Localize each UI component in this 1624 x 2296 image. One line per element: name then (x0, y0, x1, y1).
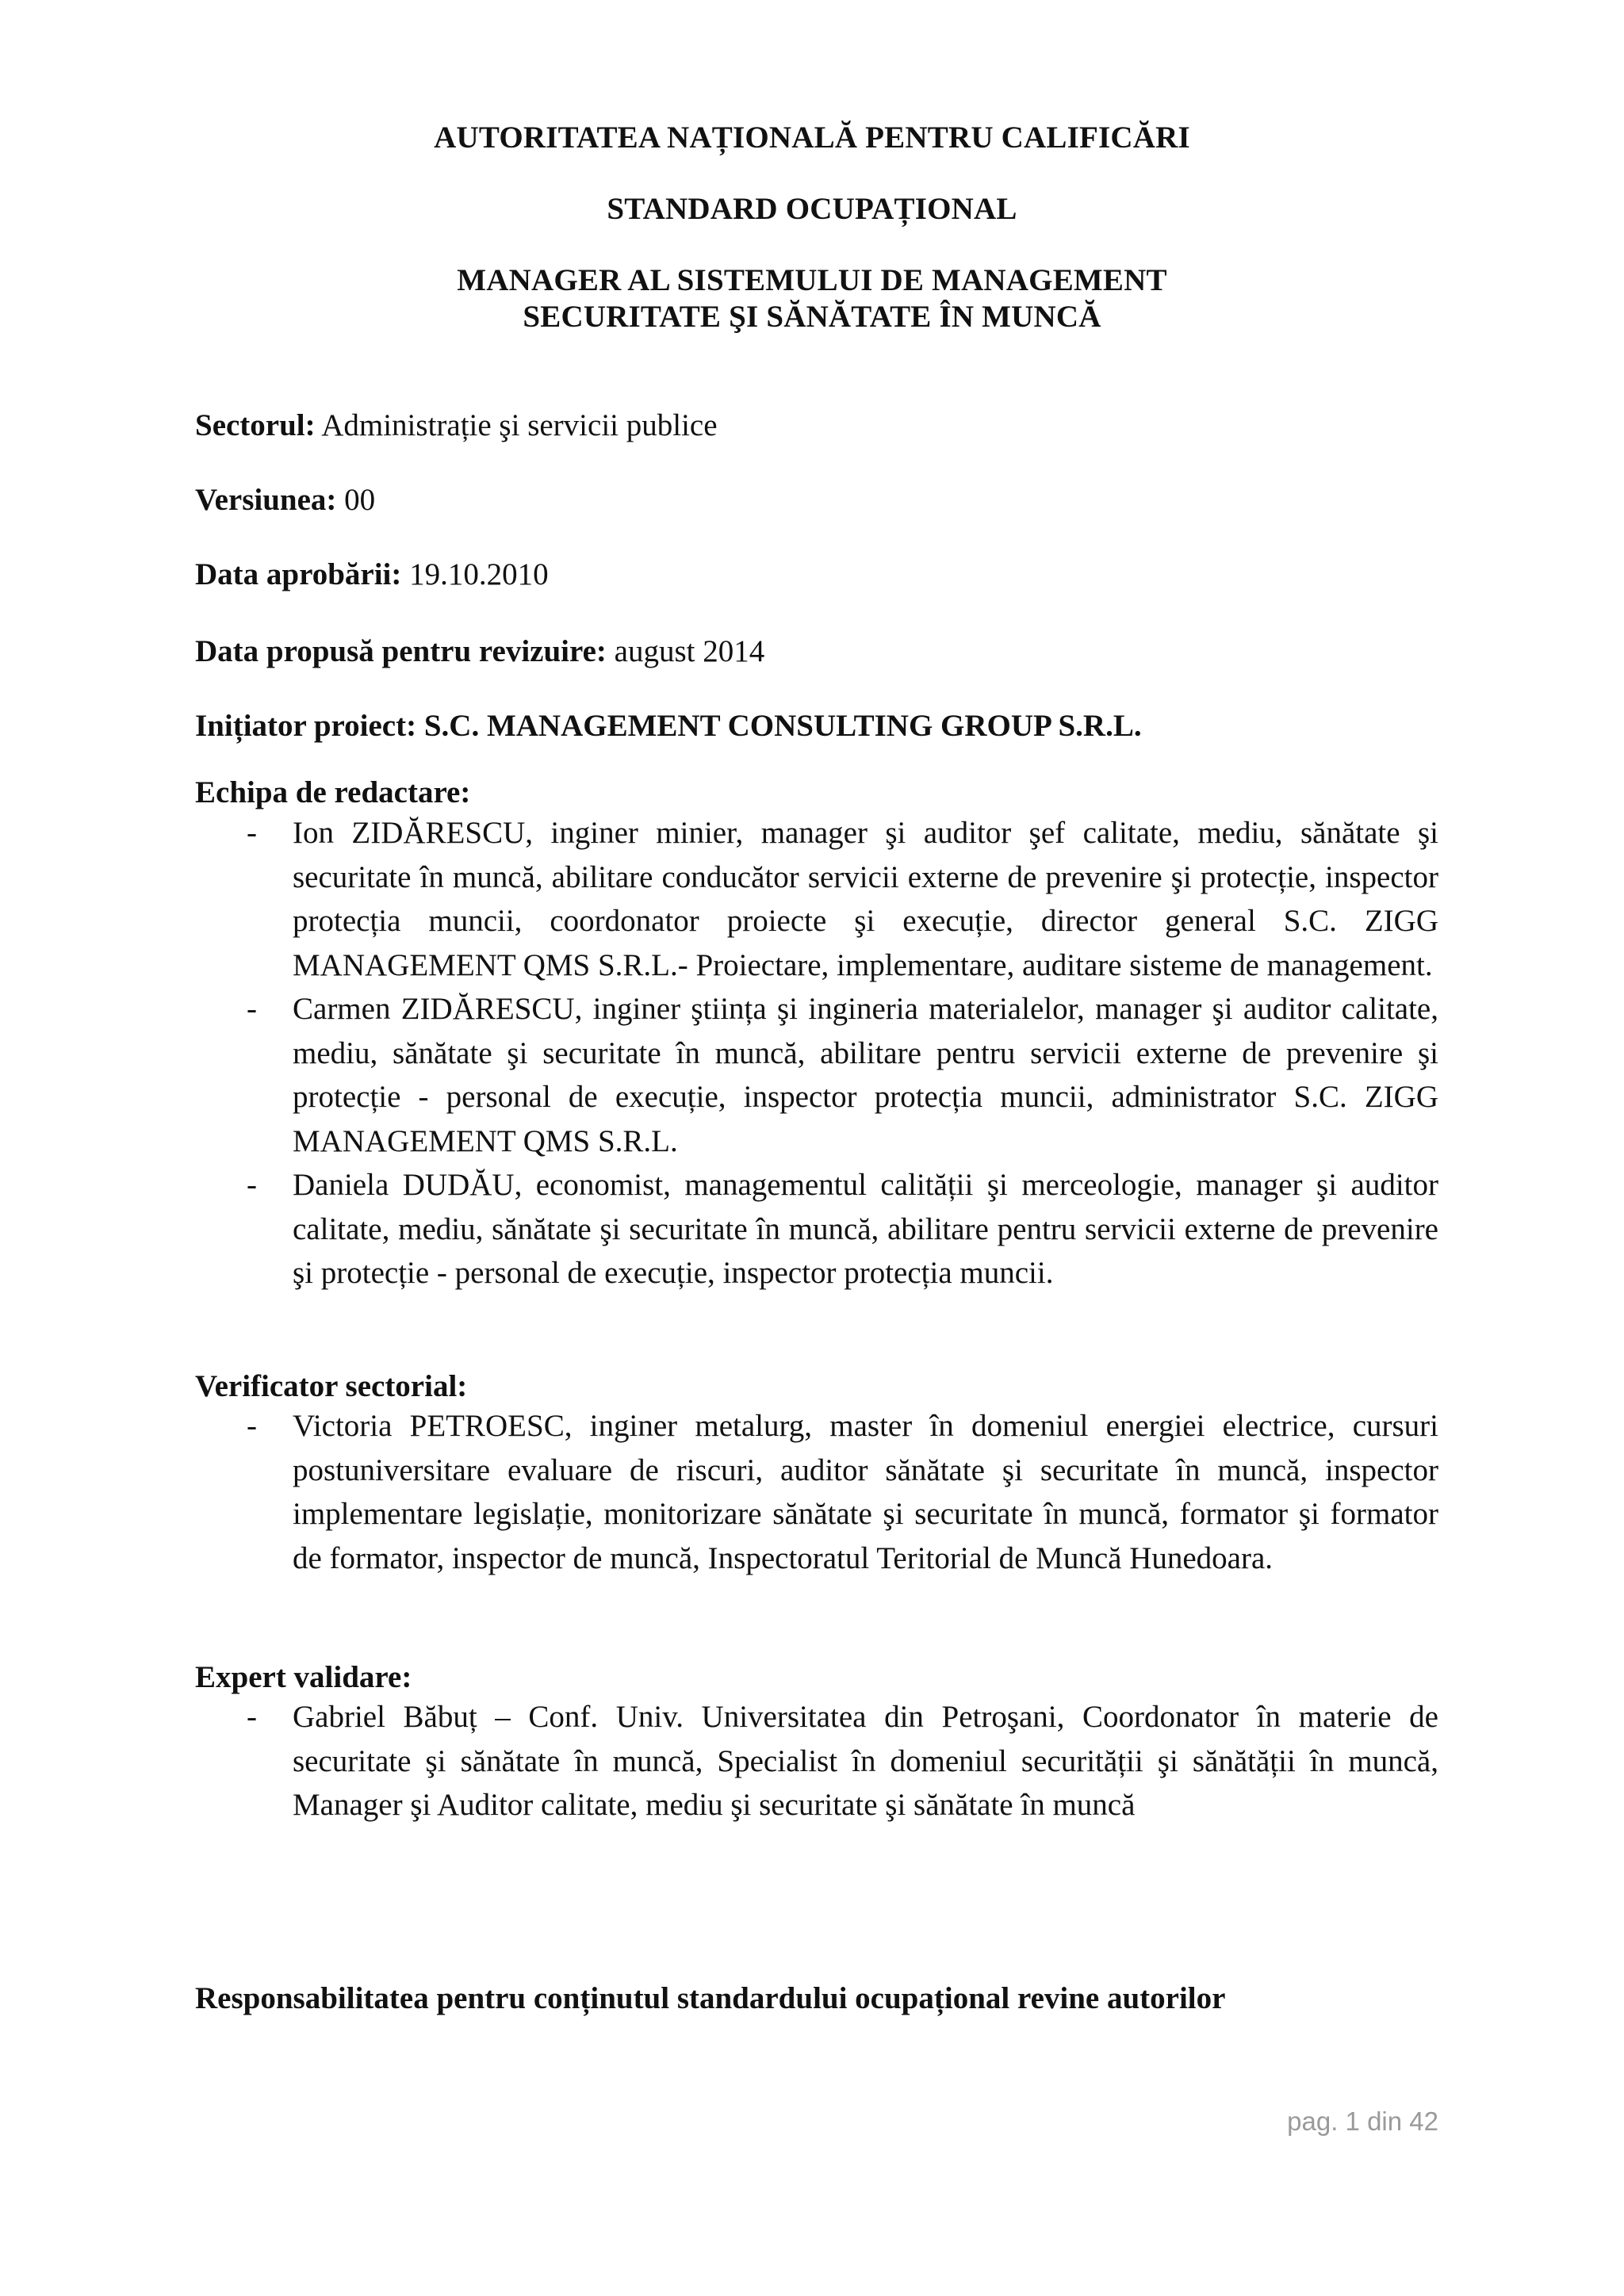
document-title-line-2: SECURITATE ŞI SĂNĂTATE ÎN MUNCĂ (523, 300, 1101, 334)
list-dash: - (247, 1409, 257, 1443)
approval-date-field (195, 553, 549, 596)
revision-date-value: august 2014 (606, 634, 765, 668)
validation-expert-heading: Expert validare: (195, 1660, 412, 1694)
sector-verifier-list (195, 1404, 1438, 1580)
list-item (195, 1404, 1438, 1580)
list-dash: - (247, 992, 257, 1026)
sector-field (195, 404, 718, 447)
list-dash: - (247, 1168, 257, 1202)
list-item-text: Gabriel Băbuț – Conf. Univ. Universitatea din Petroşani, Coordonator în materie de securitate şi sănătate în muncă, Specialist în domeniul securității şi sănătății în muncă, Manager şi Auditor calitate, mediu şi securitate şi sănătate în muncă (293, 1700, 1438, 1822)
sector-verifier-heading: Verificator sectorial: (195, 1369, 468, 1403)
list-item (195, 811, 1438, 987)
initiator-label: Inițiator proiect: S.C. MANAGEMENT CONSULTING GROUP S.R.L. (195, 709, 1142, 743)
list-item (195, 1695, 1438, 1827)
list-item (195, 987, 1438, 1163)
list-dash: - (247, 816, 257, 850)
revision-date-label: Data propusă pentru revizuire: (195, 634, 607, 668)
document-title-line-1: MANAGER AL SISTEMULUI DE MANAGEMENT (457, 263, 1167, 297)
responsibility-statement: Responsabilitatea pentru conținutul standardului ocupațional revine autorilor (195, 1981, 1226, 2015)
version-label: Versiunea: (195, 483, 337, 517)
editorial-team-heading: Echipa de redactare: (195, 775, 471, 809)
sector-value: Administrație şi servicii publice (315, 408, 718, 442)
list-item-text: Ion ZIDĂRESCU, inginer minier, manager şi auditor şef calitate, mediu, sănătate şi securitate în muncă, abilitare conducător servicii externe de prevenire şi protecție, inspector protecția muncii, coordonator proiecte şi execuție, director general S.C. ZIGG MANAGEMENT QMS S.R.L.- Proiectare, implementare, auditare sisteme de management. (293, 816, 1438, 982)
authority-heading: AUTORITATEA NAȚIONALĂ PENTRU CALIFICĂRI (434, 121, 1190, 155)
version-value: 00 (336, 483, 376, 517)
document-type-heading: STANDARD OCUPAȚIONAL (607, 192, 1017, 226)
list-dash: - (247, 1700, 257, 1734)
initiator-field (195, 705, 1142, 748)
list-item-text: Daniela DUDĂU, economist, managementul calității şi merceologie, manager şi auditor calitate, mediu, sănătate şi securitate în muncă, abilitare pentru servicii externe de prevenire şi protecție - personal de execuție, inspector protecția muncii. (293, 1168, 1438, 1290)
list-item-text: Victoria PETROESC, inginer metalurg, master în domeniul energiei electrice, cursuri postuniversitare evaluare de riscuri, auditor sănătate şi securitate în muncă, inspector implementare legislație, monitorizare sănătate şi securitate în muncă, formator şi formator de formator, inspector de muncă, Inspectoratul Teritorial de Muncă Hunedoara. (293, 1409, 1438, 1575)
list-item-text: Carmen ZIDĂRESCU, inginer ştiința şi ingineria materialelor, manager şi auditor calitate, mediu, sănătate şi securitate în muncă, abilitare pentru servicii externe de prevenire şi protecție - personal de execuție, inspector protecția muncii, administrator S.C. ZIGG MANAGEMENT QMS S.R.L. (293, 992, 1438, 1158)
approval-date-value: 19.10.2010 (401, 557, 549, 591)
revision-date-field (195, 630, 764, 673)
version-field (195, 479, 375, 522)
validation-expert-list (195, 1695, 1438, 1827)
page-number: pag. 1 din 42 (1287, 2107, 1438, 2136)
sector-label: Sectorul: (195, 408, 316, 442)
list-item (195, 1163, 1438, 1295)
editorial-team-list (195, 811, 1438, 1295)
approval-date-label: Data aprobării: (195, 557, 402, 591)
